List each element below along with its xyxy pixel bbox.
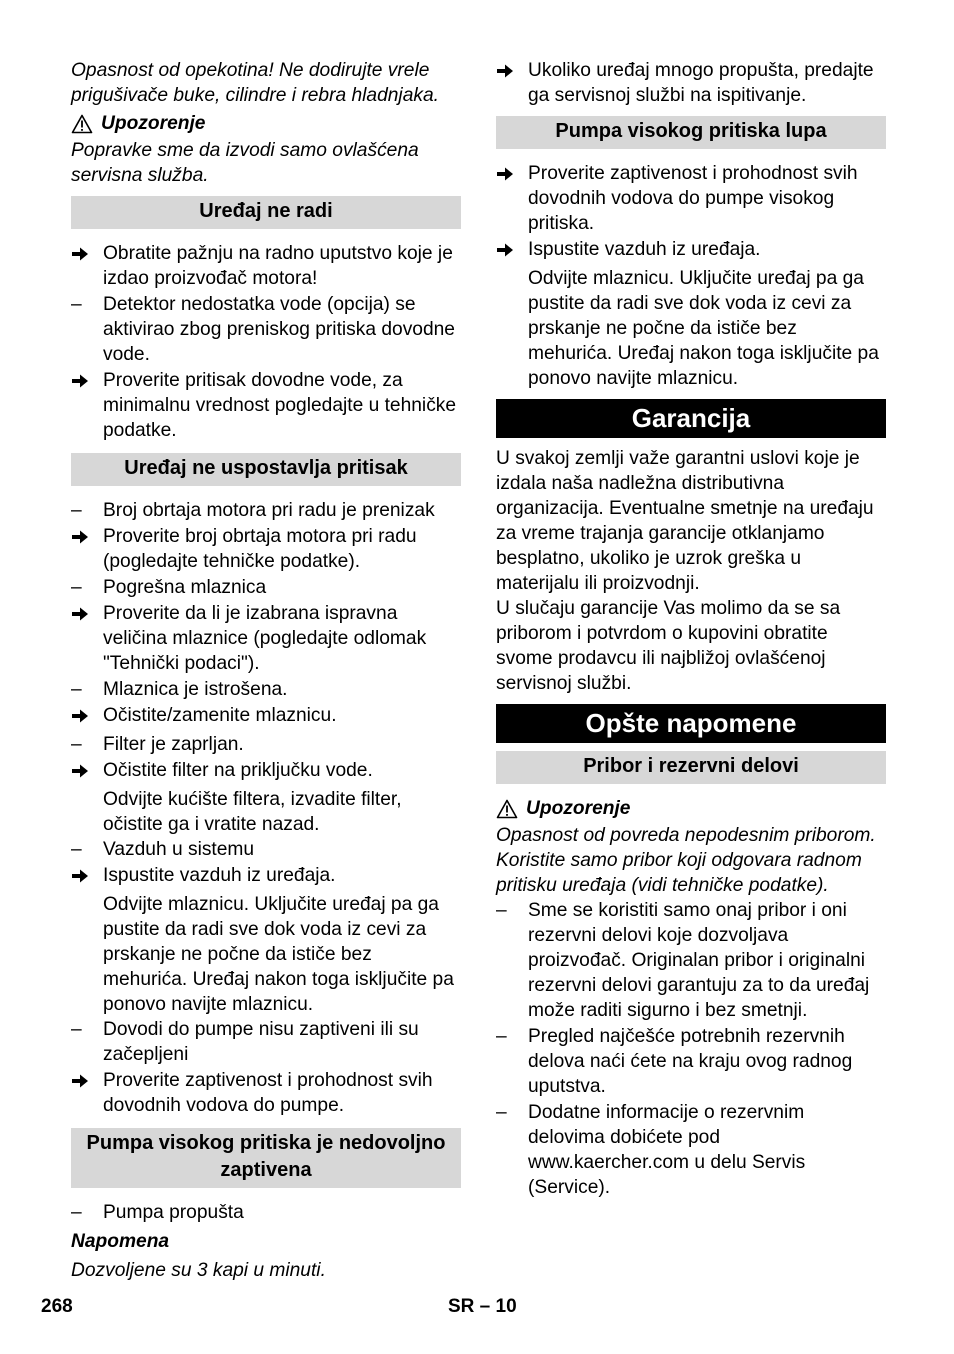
list-accessories <box>496 898 886 1200</box>
list-item-continuation: Odvijte kućište filtera, izvadite filter, očistite ga i vratite nazad. <box>103 789 402 835</box>
list-item <box>71 1200 461 1225</box>
list-item-text: Proverite da li je izabrana ispravna veličina mlaznice (pogledajte odlomak "Tehnički podaci"). <box>103 603 427 674</box>
list-item-text: Sme se koristiti samo onaj pribor i oni rezervni delovi koje dozvoljava proizvođač. Originalan pribor i originalni rezervni delovi garantuju za to da uređaj može raditi sigurno i bez smetnji. <box>528 900 870 1021</box>
list-item-text: Ukoliko uređaj mnogo propušta, predajte ga servisnoj službi na ispitivanje. <box>528 60 874 106</box>
list-item <box>71 601 461 676</box>
list-pump-leaking <box>71 1200 461 1225</box>
list-item-text: Vazduh u sistemu <box>103 839 255 860</box>
page-number: 268 <box>41 1296 73 1317</box>
section-title-general-notes: Opšte napomene <box>496 704 886 743</box>
list-item <box>71 368 461 443</box>
section-title-pump-leaking: Pumpa visokog pritiska je nedovoljno zaptivena <box>71 1128 461 1188</box>
list-item <box>71 703 461 731</box>
list-item <box>496 1024 886 1099</box>
list-device-not-working <box>71 241 461 443</box>
list-item <box>71 1068 461 1118</box>
left-column <box>71 58 461 1283</box>
list-item-text: Očistite filter na priključku vode. <box>103 760 373 781</box>
arrow-right-icon <box>71 241 103 291</box>
warning-label: Upozorenje <box>101 113 206 134</box>
warranty-paragraph-1: U svakoj zemlji važe garantni uslovi koje je izdala naša nadležna distributivna organizacija. Eventualne smetnje na uređaju za vreme trajanja garancije otklanjamo besplatno, ukoliko je uzrok greška u materijalu ili proizvodnji. <box>496 448 874 594</box>
list-item-text: Detektor nedostatka vode (opcija) se aktivirao zbog preniskog pritiska dovodne vode. <box>103 294 455 365</box>
list-item-text: Očistite/zamenite mlaznicu. <box>103 705 337 726</box>
list-no-pressure <box>71 498 461 1118</box>
warning-text: Popravke sme da izvodi samo ovlašćena servisna služba. <box>71 140 419 186</box>
list-item-text: Pogrešna mlaznica <box>103 577 267 598</box>
list-item-text: Pregled najčešće potrebnih rezervnih delova naći ćete na kraju ovog radnog uputstva. <box>528 1026 853 1097</box>
arrow-right-icon <box>496 237 528 265</box>
list-item <box>71 732 461 757</box>
list-item <box>496 161 886 236</box>
warning-triangle-icon <box>71 114 93 134</box>
dash-bullet: – <box>496 1026 507 1047</box>
note-text: Dozvoljene su 3 kapi u minuti. <box>71 1260 326 1281</box>
list-item-text: Dovodi do pumpe nisu zaptiveni ili su začepljeni <box>103 1019 419 1065</box>
list-item <box>71 758 461 786</box>
list-item <box>496 898 886 1023</box>
section-title-accessories: Pribor i rezervni delovi <box>496 751 886 784</box>
list-item <box>71 863 461 891</box>
dash-bullet: – <box>496 900 507 921</box>
arrow-right-icon <box>496 161 528 236</box>
list-item-text: Proverite broj obrtaja motora pri radu (pogledajte tehničke podatke). <box>103 526 417 572</box>
dash-bullet: – <box>71 577 82 598</box>
list-item <box>71 241 461 291</box>
list-item-continuation: Odvijte mlaznicu. Uključite uređaj pa ga pustite da radi sve dok voda iz cevi za prskanje ne počne da ističe bez mehurića. Uređaj nakon toga isključite pa ponovo navijte mlaznicu. <box>528 268 879 389</box>
dash-bullet: – <box>71 1202 82 1223</box>
list-item-text: Proverite pritisak dovodne vode, za minimalnu vrednost pogledajte u tehničke podatke. <box>103 370 457 441</box>
warning-label: Upozorenje <box>526 798 631 819</box>
list-item <box>71 677 461 702</box>
warning-heading <box>71 111 461 136</box>
dash-bullet: – <box>71 839 82 860</box>
list-item <box>71 575 461 600</box>
dash-bullet: – <box>71 294 82 315</box>
list-pump-leaking-cont <box>496 58 886 108</box>
section-title-no-pressure: Uređaj ne uspostavlja pritisak <box>71 453 461 486</box>
warning-triangle-icon <box>496 799 518 819</box>
dash-bullet: – <box>496 1102 507 1123</box>
arrow-right-icon <box>71 703 103 731</box>
list-item-text: Broj obrtaja motora pri radu je prenizak <box>103 500 435 521</box>
arrow-right-icon <box>71 758 103 786</box>
list-pump-knocking <box>496 161 886 391</box>
list-item <box>71 498 461 523</box>
arrow-right-icon <box>71 368 103 443</box>
list-item-text: Proverite zaptivenost i prohodnost svih dovodnih vodova do pumpe visokog pritiska. <box>528 163 858 234</box>
right-column <box>496 58 886 1201</box>
note-label: Napomena <box>71 1231 170 1252</box>
warranty-paragraph-2: U slučaju garancije Vas molimo da se sa priborom i potvrdom o kupovini obratite svome prodavcu ili najbližoj ovlašćenoj servisnoj službi. <box>496 598 841 694</box>
list-item <box>496 1100 886 1200</box>
list-item-text: Ispustite vazduh iz uređaja. <box>528 239 761 260</box>
dash-bullet: – <box>71 734 82 755</box>
arrow-right-icon <box>496 58 528 108</box>
dash-bullet: – <box>71 679 82 700</box>
list-item-text: Proverite zaptivenost i prohodnost svih dovodnih vodova do pumpe. <box>103 1070 433 1116</box>
arrow-right-icon <box>71 524 103 574</box>
dash-bullet: – <box>71 1019 82 1040</box>
section-title-device-not-working: Uređaj ne radi <box>71 196 461 229</box>
arrow-right-icon <box>71 863 103 891</box>
dash-bullet: – <box>71 500 82 521</box>
list-item <box>71 292 461 367</box>
list-item <box>71 837 461 862</box>
arrow-right-icon <box>71 1068 103 1118</box>
list-item <box>496 237 886 265</box>
warning-heading-accessories <box>496 796 886 821</box>
arrow-right-icon <box>71 601 103 676</box>
list-item <box>71 524 461 574</box>
list-item-text: Pumpa propušta <box>103 1202 244 1223</box>
burn-warning-text: Opasnost od opekotina! Ne dodirujte vrele prigušivače buke, cilindre i rebra hladnjaka. <box>71 60 439 106</box>
list-item-text: Filter je zaprljan. <box>103 734 244 755</box>
language-page-label: SR – 10 <box>448 1296 517 1317</box>
list-item-text: Mlaznica je istrošena. <box>103 679 288 700</box>
section-title-pump-knocking: Pumpa visokog pritiska lupa <box>496 116 886 149</box>
list-item-text: Dodatne informacije o rezervnim delovima dobićete pod www.kaercher.com u delu Servis (Service). <box>528 1102 806 1198</box>
list-item-continuation: Odvijte mlaznicu. Uključite uređaj pa ga pustite da radi sve dok voda iz cevi za prskanje ne počne da ističe bez mehurića. Uređaj nakon toga isključite pa ponovo navijte mlaznicu. <box>103 894 454 1015</box>
accessories-warning-text: Opasnost od povreda nepodesnim priborom. Koristite samo pribor koji odgovara radnom pritisku uređaja (vidi tehničke podatke). <box>496 825 876 896</box>
section-title-warranty: Garancija <box>496 399 886 438</box>
list-item <box>71 1017 461 1067</box>
list-item <box>496 58 886 108</box>
list-item-text: Ispustite vazduh iz uređaja. <box>103 865 336 886</box>
list-item-text: Obratite pažnju na radno uputstvo koje je izdao proizvođač motora! <box>103 243 453 289</box>
